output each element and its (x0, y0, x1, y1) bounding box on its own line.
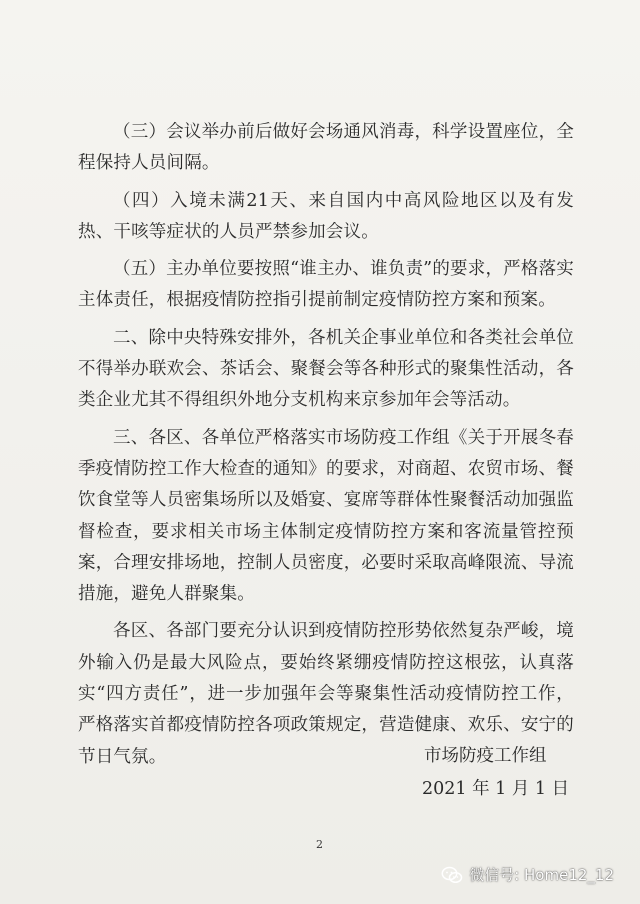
paragraph-section-2: 二、除中央特殊安排外，各机关企事业单位和各类社会单位不得举办联欢会、茶话会、聚餐会等各种形式的聚集性活动，各类企业尤其不得组织外地分支机构来京参加年会等活动。 (78, 327, 574, 411)
paragraph-closing: 各区、各部门要充分认识到疫情防控形势依然复杂严峻，境外输入仍是最大风险点，要始终紧绷疫情防控这根弦，认真落实“四方责任”，进一步加强年会等聚集性活动疫情防控工作，严格落实首都疫情防控各项政策规定，营造健康、欢乐、安宁的节日气氛。 (78, 621, 574, 767)
signature-org: 市场防疫工作组 (424, 746, 547, 766)
page-number: 2 (316, 838, 323, 851)
paragraph-item-5: （五）主办单位要按照“谁主办、谁负责”的要求，严格落实主体责任，根据疫情防控指引提前制定疫情防控方案和预案。 (78, 259, 574, 311)
wechat-icon (441, 866, 463, 884)
document-body (78, 117, 574, 779)
watermark-text: 微信号: Home12_12 (469, 866, 614, 884)
signature-block (424, 740, 569, 806)
paragraph-section-3: 三、各区、各单位严格落实市场防疫工作组《关于开展冬春季疫情防控工作大检查的通知》的要求，对商超、农贸市场、餐饮食堂等人员密集场所以及婚宴、宴席等群体性聚餐活动加强监督检查，要求相关市场主体制定疫情防控方案和客流量管控预案，合理安排场地，控制人员密度，必要时采取高峰限流、导流措施，避免人群聚集。 (78, 427, 574, 605)
paragraph-item-3: （三）会议举办前后做好会场通风消毒，科学设置座位，全程保持人员间隔。 (78, 122, 574, 174)
wechat-watermark (441, 864, 614, 885)
paragraph-item-4: （四）入境未满21天、来自国内中高风险地区以及有发热、干咳等症状的人员严禁参加会议。 (78, 190, 574, 242)
signature-date: 2021 年 1 月 1 日 (422, 779, 570, 799)
